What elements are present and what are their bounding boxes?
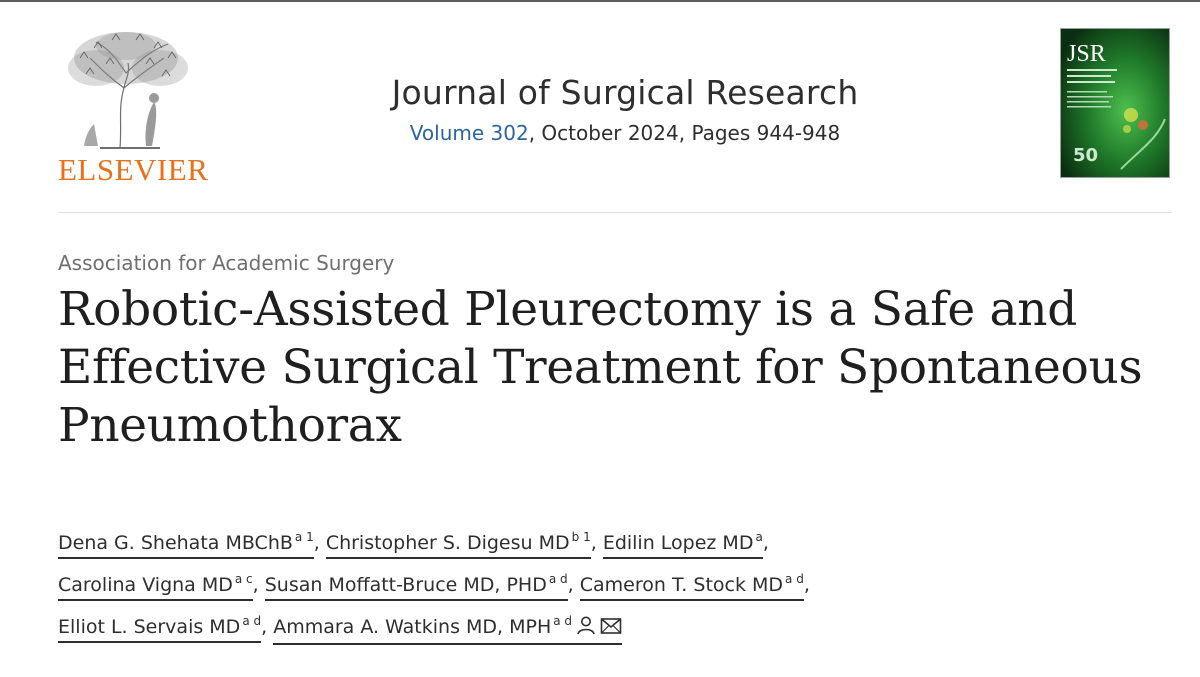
person-icon — [576, 615, 596, 642]
author-affiliation: a d — [785, 572, 804, 586]
author-name: Edilin Lopez MD — [602, 532, 754, 554]
author-link[interactable] — [58, 524, 314, 559]
author-link[interactable] — [580, 566, 804, 601]
author-name: Carolina Vigna MD — [58, 574, 233, 596]
journal-issue-info — [300, 120, 950, 146]
author-separator: , — [313, 532, 320, 554]
top-rule — [0, 0, 1200, 2]
author-line — [58, 522, 1168, 564]
author-name: Cameron T. Stock MD — [579, 574, 784, 596]
volume-link[interactable]: Volume 302 — [409, 121, 529, 145]
tree-icon — [60, 28, 192, 150]
journal-header — [300, 72, 950, 146]
journal-cover-thumbnail[interactable] — [1060, 28, 1170, 178]
author-name: Elliot L. Servais MD — [58, 616, 241, 638]
author-name: Ammara A. Watkins MD, MPH — [273, 616, 552, 638]
article-title: Robotic-Assisted Pleurectomy is a Safe and Effective Surgical Treatment for Spontaneous Pneumothorax — [58, 282, 1143, 453]
author-link[interactable] — [58, 608, 261, 643]
author-affiliation: a d — [242, 614, 262, 628]
author-affiliation: b 1 — [571, 530, 591, 544]
author-separator: , — [803, 574, 810, 596]
article-section-label[interactable]: Association for Academic Surgery — [58, 251, 395, 275]
author-link[interactable] — [265, 566, 568, 601]
envelope-icon[interactable] — [600, 616, 622, 642]
elsevier-logo[interactable] — [58, 28, 209, 187]
author-separator: , — [590, 532, 597, 554]
author-affiliation: a d — [548, 572, 568, 586]
author-link[interactable] — [58, 566, 253, 601]
author-separator: , — [567, 574, 574, 596]
author-separator: , — [261, 616, 268, 638]
author-link[interactable] — [603, 524, 763, 559]
cover-journal-abbr: JSR — [1067, 41, 1106, 67]
author-name: Dena G. Shehata MBChB — [58, 532, 293, 554]
author-name: Susan Moffatt-Bruce MD, PHD — [264, 574, 547, 596]
author-separator: , — [762, 532, 769, 554]
author-link[interactable] — [326, 524, 591, 559]
author-affiliation: a 1 — [294, 530, 314, 544]
author-separator: , — [252, 574, 259, 596]
author-list — [58, 522, 1168, 648]
issue-details: , October 2024, Pages 944-948 — [528, 121, 841, 145]
author-line — [58, 564, 1168, 606]
author-link[interactable] — [273, 608, 622, 645]
author-line — [58, 606, 1168, 648]
author-affiliation: a — [755, 530, 763, 544]
author-affiliation: a c — [234, 572, 253, 586]
journal-title[interactable]: Journal of Surgical Research — [391, 73, 859, 112]
header-divider — [58, 212, 1172, 213]
author-name: Christopher S. Digesu MD — [325, 532, 570, 554]
cover-issue-mark: 50 — [1073, 145, 1099, 166]
publisher-name: ELSEVIER — [58, 152, 209, 187]
author-affiliation: a d — [553, 614, 573, 628]
